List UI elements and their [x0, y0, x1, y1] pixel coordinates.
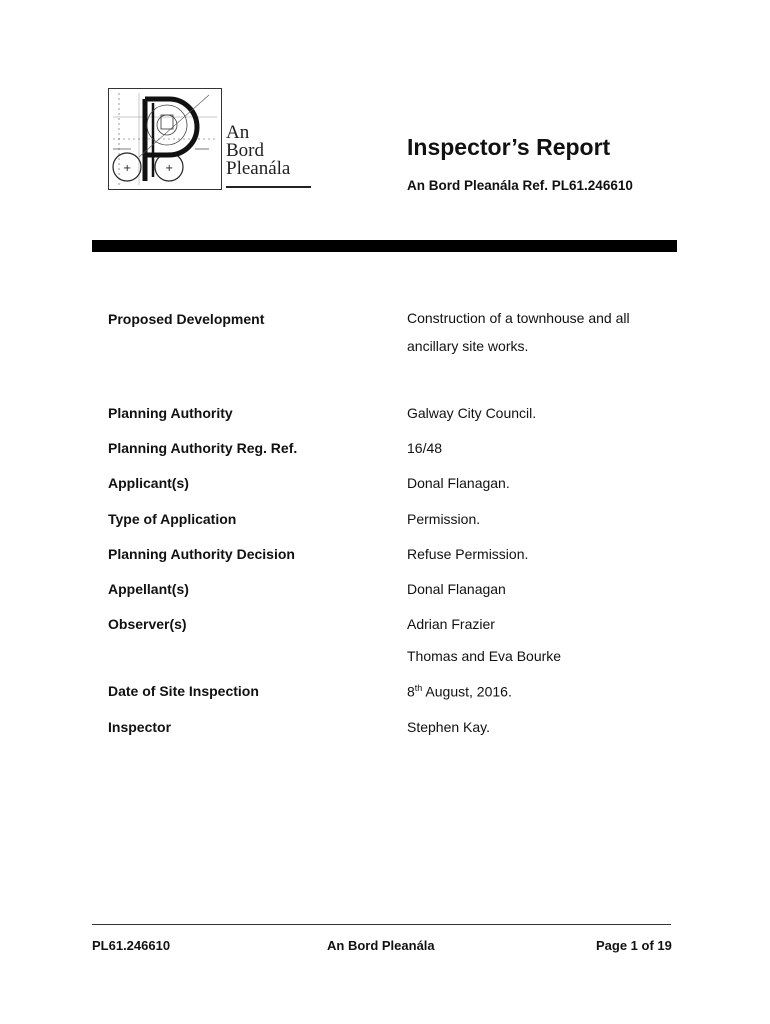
value-inspector: Stephen Kay.	[407, 719, 491, 735]
inspection-day-suffix: th	[414, 683, 423, 693]
label-reg-ref: Planning Authority Reg. Ref.	[108, 440, 298, 456]
inspection-month-year: August, 2016.	[422, 683, 512, 700]
header-divider	[92, 240, 677, 252]
value-appellants: Donal Flanagan	[407, 581, 506, 597]
value-planning-authority: Galway City Council.	[407, 405, 537, 421]
footer-divider	[92, 924, 671, 925]
label-planning-authority: Planning Authority	[108, 405, 233, 421]
label-type-of-application: Type of Application	[108, 511, 237, 527]
value-type-of-application: Permission.	[407, 511, 481, 527]
logo-emblem	[108, 88, 222, 190]
footer-organisation: An Bord Pleanála	[327, 938, 435, 953]
report-title: Inspector’s Report	[407, 134, 611, 160]
report-reference: An Bord Pleanála Ref. PL61.246610	[407, 178, 633, 193]
inspection-day: 8	[407, 683, 415, 700]
value-applicants: Donal Flanagan.	[407, 475, 510, 491]
footer-reference: PL61.246610	[92, 938, 171, 953]
logo-p-emblem-icon	[109, 89, 221, 189]
label-inspector: Inspector	[108, 719, 172, 735]
svg-text:+: +	[123, 163, 132, 174]
value-observer-1: Adrian Frazier	[407, 616, 495, 632]
logo-wordmark	[226, 124, 290, 178]
label-applicants: Applicant(s)	[108, 475, 189, 491]
logo-word-an: An	[226, 122, 250, 143]
label-proposed-development: Proposed Development	[108, 311, 265, 327]
value-decision: Refuse Permission.	[407, 546, 529, 562]
label-decision: Planning Authority Decision	[108, 546, 295, 562]
value-observer-2: Thomas and Eva Bourke	[407, 648, 562, 664]
an-bord-pleanala-logo	[108, 88, 313, 192]
logo-underline	[226, 186, 311, 188]
label-appellants: Appellant(s)	[108, 581, 189, 597]
value-proposed-development: Construction of a townhouse and all ancillary site works.	[407, 310, 630, 354]
label-observers: Observer(s)	[108, 616, 187, 632]
value-reg-ref: 16/48	[407, 440, 443, 456]
value-inspection-date	[407, 683, 512, 700]
label-inspection-date: Date of Site Inspection	[108, 683, 259, 699]
svg-text:+: +	[165, 163, 174, 174]
logo-word-bord: Bord	[226, 140, 264, 161]
footer-page-number: Page 1 of 19	[596, 938, 672, 953]
logo-word-pleanala: Pleanála	[226, 158, 291, 179]
